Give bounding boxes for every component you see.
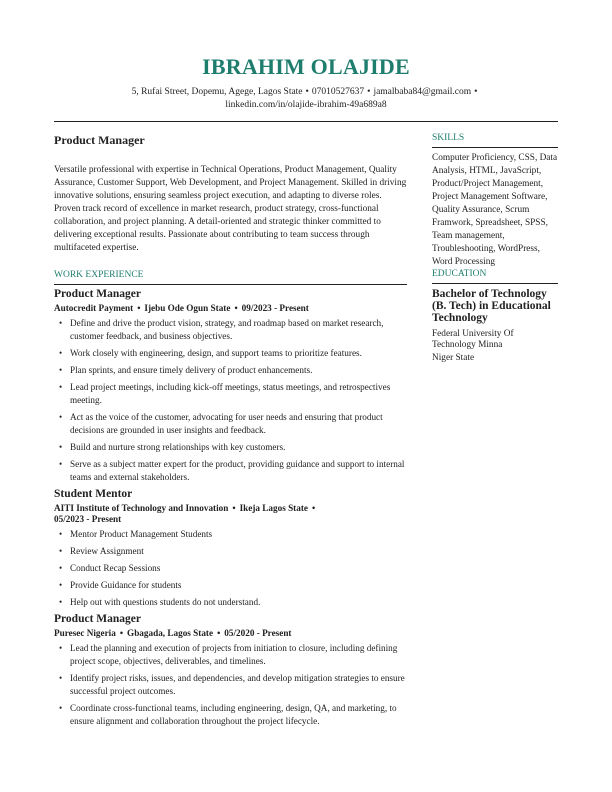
skills-list: Computer Proficiency, CSS, Data Analysis, HTML, JavaScript, Product/Project Management, Project Management Software, Quality Assurance, Scrum Framwork, Spreadsheet, SPSS, Team management, Troubleshooting, WordPress, Word Processing xyxy=(432,153,558,267)
job-meta xyxy=(54,628,407,639)
bullet: • xyxy=(59,365,63,375)
job-bullets xyxy=(54,528,407,609)
education-heading: EDUCATION xyxy=(432,269,558,284)
list-item: • Provide Guidance for students xyxy=(59,580,182,590)
candidate-name: IBRAHIM OLAJIDE xyxy=(202,54,410,79)
job-bullets xyxy=(54,317,407,484)
bullet: • xyxy=(59,348,63,358)
separator: • xyxy=(232,503,236,513)
separator: • xyxy=(119,628,124,638)
contact-line-1 xyxy=(100,86,512,99)
list-item: • Mentor Product Management Students xyxy=(59,529,213,539)
list-item: • Act as the voice of the customer, advocating for user needs and ensuring that product decisions are grounded in user insights and feedback. xyxy=(59,412,383,435)
list-item: • Serve as a subject matter expert for the product, providing guidance and support to internal teams and external stakeholders. xyxy=(59,459,405,482)
list-item: • Lead project meetings, including kick-off meetings, status meetings, and retrospectives meeting. xyxy=(59,382,391,405)
school-location: Niger State xyxy=(432,353,475,363)
bullet: • xyxy=(59,597,63,607)
job-title: Product Manager xyxy=(54,613,141,625)
bullet: • xyxy=(59,580,63,590)
list-item: • Coordinate cross-functional teams, including engineering, design, QA, and marketing, to ensure alignment and collaboration throughout the project lifecycle. xyxy=(59,703,397,726)
job-title: Student Mentor xyxy=(54,488,133,500)
list-item: • Help out with questions students do not understand. xyxy=(59,597,261,607)
separator: • xyxy=(305,87,309,97)
job-title: Product Manager xyxy=(54,288,141,300)
bullet: • xyxy=(59,382,63,392)
sidebar-column xyxy=(432,133,558,364)
separator: • xyxy=(234,303,238,313)
bullet: • xyxy=(59,318,63,328)
header-divider xyxy=(54,121,558,122)
job-entry xyxy=(54,613,407,728)
separator: • xyxy=(217,628,221,638)
list-item: • Define and drive the product vision, strategy, and roadmap based on market research, customer feedback, and business objectives. xyxy=(59,318,384,341)
job-dates: 05/2020 - Present xyxy=(224,628,292,638)
list-item: • Conduct Recap Sessions xyxy=(59,563,161,573)
job-dates: 09/2023 - Present xyxy=(241,303,309,313)
contact-line-2 xyxy=(100,99,512,112)
bullet: • xyxy=(59,459,63,469)
job-location: Ikeja Lagos State xyxy=(239,503,308,513)
list-item: • Plan sprints, and ensure timely delivery of product enhancements. xyxy=(59,365,313,375)
job-meta xyxy=(54,503,407,525)
bullet: • xyxy=(59,563,63,573)
bullet: • xyxy=(59,412,63,422)
list-item: • Identify project risks, issues, and dependencies, and develop mitigation strategies to ensure successful project outcomes. xyxy=(59,673,405,696)
summary-text: Versatile professional with expertise in Technical Operations, Product Management, Quality Assurance, Customer Support, Web Development, and Project Management. Skilled in driving innovative solutions, ensuring seamless project execution, and adapting to diverse roles. Proven track record of excellence in market research, product strategy, cross-functional collaboration, and project planning. A detail-oriented and strategic thinker committed to delivering exceptional results. Passionate about contributing to team success through multifaceted expertise. xyxy=(54,165,407,253)
job-bullets xyxy=(54,642,407,728)
contact-info xyxy=(100,86,512,112)
bullet: • xyxy=(59,529,63,539)
bullet: • xyxy=(59,546,63,556)
job-entry xyxy=(54,288,407,484)
summary-title: Product Manager xyxy=(54,133,145,147)
job-location: Gbagada, Lagos State xyxy=(127,628,214,638)
main-column xyxy=(54,133,407,732)
skills-heading: SKILLS xyxy=(432,133,558,148)
job-dates: 05/2023 - Present xyxy=(54,514,122,524)
separator: • xyxy=(311,503,316,513)
separator: • xyxy=(474,87,478,97)
list-item: • Build and nurture strong relationships with key customers. xyxy=(59,442,286,452)
bullet: • xyxy=(59,442,63,452)
linkedin-link[interactable]: linkedin.com/in/olajide-ibrahim-49a689a8 xyxy=(225,100,387,110)
school-name: Federal University Of Technology Minna xyxy=(432,329,514,350)
job-entry xyxy=(54,488,407,609)
bullet: • xyxy=(59,673,63,683)
email-link[interactable]: jamalbaba84@gmail.com xyxy=(373,87,472,97)
bullet: • xyxy=(59,643,63,653)
degree-title: Bachelor of Technology (B. Tech) in Educational Technology xyxy=(432,288,551,324)
separator: • xyxy=(367,87,371,97)
job-meta xyxy=(54,303,407,314)
company: Autocredit Payment xyxy=(54,303,134,313)
phone: 07010527637 xyxy=(311,87,365,97)
separator: • xyxy=(137,303,141,313)
work-experience-heading: WORK EXPERIENCE xyxy=(54,270,407,285)
company: Puresec Nigeria xyxy=(54,628,116,638)
job-location: Ijebu Ode Ogun State xyxy=(144,303,231,313)
company: AITI Institute of Technology and Innovation xyxy=(54,503,229,513)
bullet: • xyxy=(59,703,63,713)
list-item: • Lead the planning and execution of projects from initiation to closure, including defining project scope, objectives, deliverables, and timelines. xyxy=(59,643,398,666)
list-item: • Work closely with engineering, design, and support teams to prioritize features. xyxy=(59,348,362,358)
list-item: • Review Assignment xyxy=(59,546,144,556)
address: 5, Rufai Street, Dopemu, Agege, Lagos State xyxy=(131,87,303,97)
